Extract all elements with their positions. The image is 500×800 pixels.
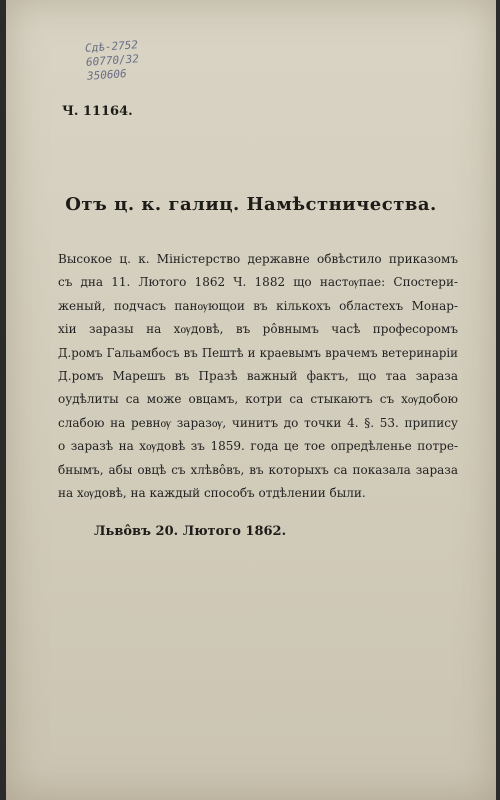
body-line: Д.ромъ Марешъ въ Празѣ важный фактъ, що таа зараза bbox=[58, 369, 458, 384]
body-line: женый, подчасъ панѹющои въ кількохъ областехъ Монар- bbox=[58, 298, 458, 313]
body-line: оудѣлиты са може овцамъ, котри са стыкаютъ съ хѹдобою bbox=[58, 392, 458, 407]
document-page bbox=[6, 0, 496, 800]
body-line: на хѹдовѣ, на каждый способъ отдѣлении были. bbox=[58, 486, 366, 501]
archive-mark: 60770/32 bbox=[85, 52, 140, 69]
body-line: бнымъ, абы овцѣ съ хлѣвôвъ, въ которыхъ са показала зараза bbox=[58, 462, 458, 477]
body-line: Д.ромъ Гальамбосъ въ Пештѣ и краевымъ врачемъ ветеринаріи bbox=[58, 345, 458, 360]
body-line: съ дна 11. Лютого 1862 Ч. 1882 що настѹпае: Спостери- bbox=[58, 275, 458, 290]
body-line: хіи заразы на хѹдовѣ, въ рôвнымъ часѣ професоромъ bbox=[58, 322, 458, 337]
body-line: Высокое ц. к. Міністерство державне обвѣстило приказомъ bbox=[58, 252, 458, 266]
archive-mark: Сдѣ-2752 bbox=[84, 38, 139, 55]
body-line: слабою на ревнѹ заразѹ, чинитъ до точки 4. §. 53. припису bbox=[58, 415, 458, 430]
archive-mark: 350606 bbox=[86, 67, 128, 83]
dateline: Львôвъ 20. Лютого 1862. bbox=[94, 524, 287, 539]
document-heading: Отъ ц. к. галиц. Намѣстничества. bbox=[65, 194, 437, 215]
archive-marks bbox=[85, 38, 141, 84]
document-number: Ч. 11164. bbox=[62, 104, 133, 119]
body-line: о заразѣ на хѹдовѣ зъ 1859. года це тое опредѣленье потре- bbox=[58, 439, 458, 454]
document-body bbox=[58, 248, 458, 505]
